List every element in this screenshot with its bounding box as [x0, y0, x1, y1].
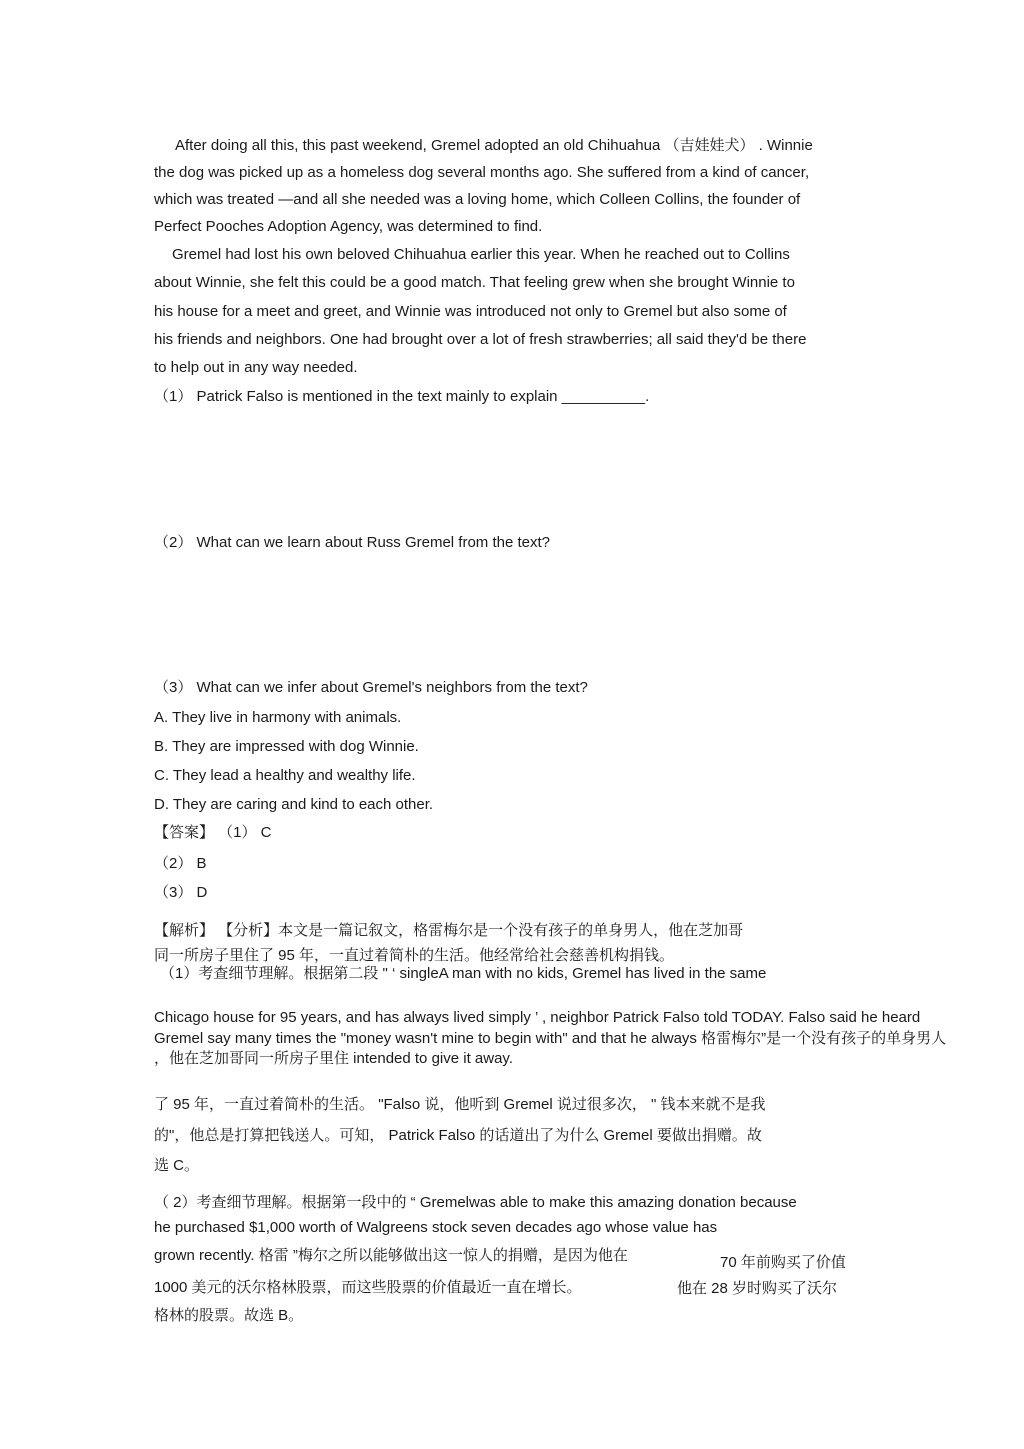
passage-p2-line-2: about Winnie, she felt this could be a good match. That feeling grew when she brought Winnie to: [154, 274, 795, 291]
answer-line-2: （2） B: [154, 855, 207, 872]
question-3-option-b: B. They are impressed with dog Winnie.: [154, 738, 419, 755]
analysis-line-12: grown recently. 格雷 ”梅尔之所以能够做出这一惊人的捐赠，是因为他在: [154, 1247, 628, 1264]
passage-p1-line-1: After doing all this, this past weekend, Gremel adopted an old Chihuahua （吉娃娃犬） . Winnie: [175, 137, 813, 154]
analysis-line-8: 的"，他总是打算把钱送人。可知， Patrick Falso 的话道出了为什么 Gremel 要做出捐赠。故: [154, 1127, 762, 1144]
passage-p1-line-4: Perfect Pooches Adoption Agency, was determined to find.: [154, 218, 543, 235]
question-3-option-c: C. They lead a healthy and wealthy life.: [154, 767, 416, 784]
analysis-line-10: （ 2）考查细节理解。根据第一段中的 “ Gremelwas able to make this amazing donation because: [154, 1194, 797, 1211]
passage-p1-line-3: which was treated —and all she needed was a loving home, which Colleen Collins, the founder of: [154, 191, 801, 208]
analysis-line-9: 选 C。: [154, 1157, 200, 1174]
passage-p1-line-2: the dog was picked up as a homeless dog several months ago. She suffered from a kind of cancer,: [154, 164, 810, 181]
question-1: （1） Patrick Falso is mentioned in the text mainly to explain __________.: [154, 388, 650, 405]
analysis-line-11: he purchased $1,000 worth of Walgreens stock seven decades ago whose value has: [154, 1219, 718, 1236]
answer-line-1: 【答案】 （1） C: [154, 824, 272, 841]
passage-p2-line-3: his house for a meet and greet, and Winnie was introduced not only to Gremel but also some of: [154, 303, 787, 320]
analysis-line-4: Chicago house for 95 years, and has always lived simply ’ , neighbor Patrick Falso told TODAY. Falso said he heard: [154, 1009, 921, 1026]
passage-p2-line-1: Gremel had lost his own beloved Chihuahua earlier this year. When he reached out to Collins: [172, 246, 790, 263]
analysis-line-2: 同一所房子里住了 95 年，一直过着简朴的生活。他经常给社会慈善机构捐钱。: [154, 947, 675, 964]
analysis-line-3: （1）考查细节理解。根据第二段 " ‘ singleA man with no kids, Gremel has lived in the same: [160, 965, 767, 982]
analysis-line-14: 1000 美元的沃尔格林股票，而这些股票的价值最近一直在增长。: [154, 1279, 582, 1296]
passage-p2-line-5: to help out in any way needed.: [154, 359, 358, 376]
analysis-line-6: ，他在芝加哥同一所房子里住 intended to give it away.: [154, 1050, 513, 1067]
analysis-line-15: 他在 28 岁时购买了沃尔: [677, 1280, 838, 1297]
question-3-option-d: D. They are caring and kind to each other.: [154, 796, 434, 813]
analysis-line-7: 了 95 年，一直过着简朴的生活。 "Falso 说，他听到 Gremel 说过很多次， " 钱本来就不是我: [154, 1096, 766, 1113]
question-3: （3） What can we infer about Gremel's neighbors from the text?: [154, 679, 588, 696]
analysis-line-13: 70 年前购买了价值: [720, 1254, 846, 1271]
answer-line-3: （3） D: [154, 884, 208, 901]
analysis-line-5: Gremel say many times the "money wasn't mine to begin with" and that he always 格雷梅尔”是一个没有孩子的单身男人: [154, 1030, 947, 1047]
passage-p2-line-4: his friends and neighbors. One had brought over a lot of fresh strawberries; all said they'd be there: [154, 331, 807, 348]
question-2: （2） What can we learn about Russ Gremel from the text?: [154, 534, 550, 551]
analysis-line-16: 格林的股票。故选 B。: [154, 1307, 304, 1324]
analysis-line-1: 【解析】 【分析】本文是一篇记叙文，格雷梅尔是一个没有孩子的单身男人，他在芝加哥: [154, 922, 744, 939]
question-3-option-a: A. They live in harmony with animals.: [154, 709, 402, 726]
